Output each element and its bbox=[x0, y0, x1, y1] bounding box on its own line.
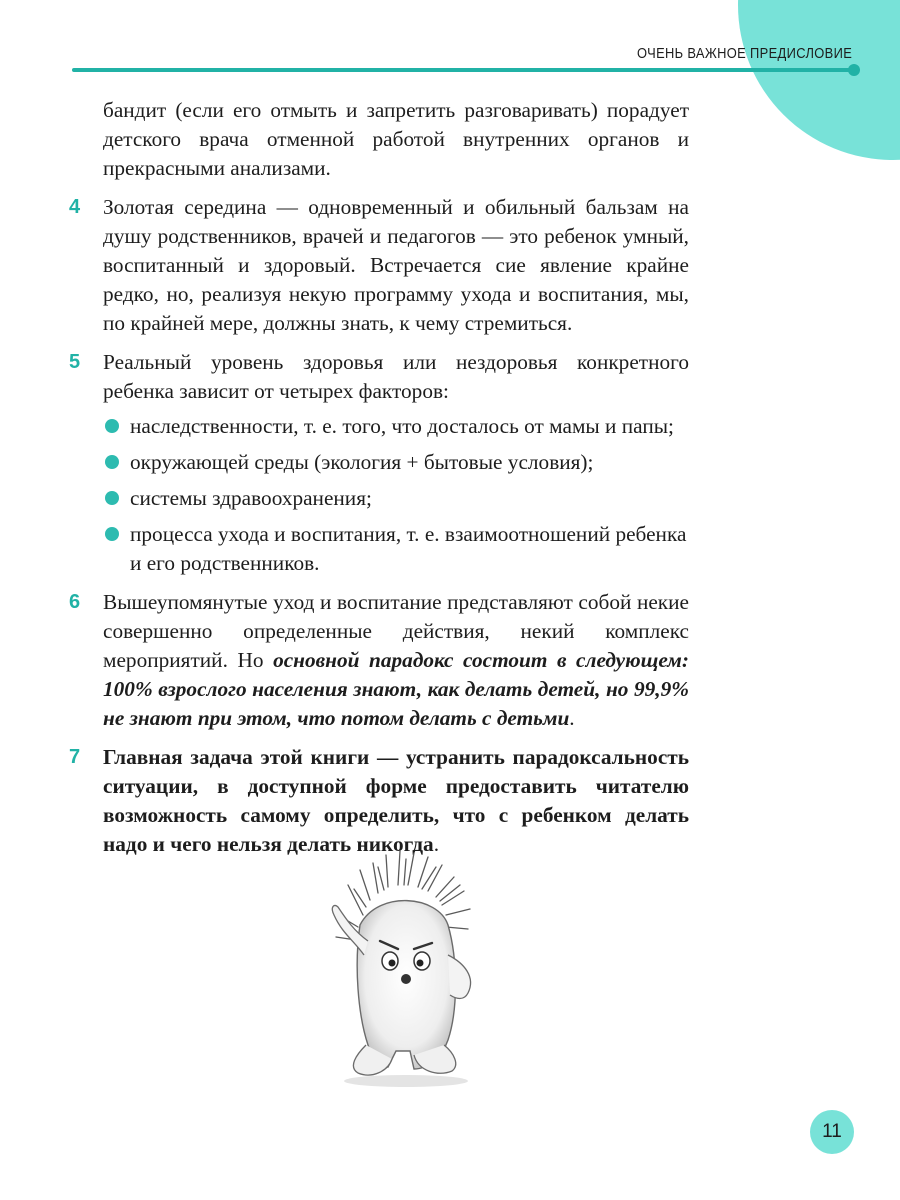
item-number: 4 bbox=[69, 196, 81, 218]
item-number: 6 bbox=[69, 591, 81, 613]
item-text: Вышеупомянутые уход и воспитание представляют собой некие совершенно определенные действия, некий комплекс мероприятий. Но bbox=[103, 590, 689, 672]
list-item-5 bbox=[69, 348, 689, 578]
item-number: 5 bbox=[69, 351, 81, 373]
item-text: Золотая середина — одновременный и обильный бальзам на душу родственников, врачей и педагогов — это ребенок умный, воспитанный и здоровый. Встречается сие явление крайне редко, но, реализуя некую программу ухода и воспитания, мы, по крайней мере, должны знать, к чему стремиться. bbox=[103, 195, 689, 335]
item-bold-text: Главная задача этой книги — устранить парадоксальность ситуации, в доступной форме предоставить читателю возможность самому определить, что с ребенком делать надо и чего нельзя делать никогда bbox=[103, 745, 689, 856]
item-number: 7 bbox=[69, 746, 81, 768]
list-item-6: 6 Вышеупомянутые уход и воспитание представляют собой некие совершенно определенные действия, некий комплекс мероприятий. Но основной парадокс состоит в следующем: 100% взрослого населения знают, как делать детей, но 99,9% не знают при этом, что потом делать с детьми. bbox=[69, 590, 689, 730]
header-rule-dot bbox=[848, 64, 860, 76]
intro-paragraph: бандит (если его отмыть и запретить разговаривать) порадует детского врача отменной работой внутренних органов и прекрасными анализами. bbox=[103, 98, 689, 180]
running-header: ОЧЕНЬ ВАЖНОЕ ПРЕДИСЛОВИЕ bbox=[636, 45, 852, 62]
factor-item: системы здравоохранения; bbox=[103, 484, 689, 513]
item-emphasis: основной парадокс состоит в следующем: 100% взрослого населения знают, как делать детей, но 99,9% не знают при этом, что потом делать с детьми bbox=[103, 648, 689, 730]
list-item-7: 7 Главная задача этой книги — устранить парадоксальность ситуации, в доступной форме предоставить читателю возможность самому определить, что с ребенком делать надо и чего нельзя делать никогда. bbox=[69, 745, 689, 856]
page-number: 11 bbox=[810, 1110, 854, 1154]
header-rule bbox=[72, 68, 854, 72]
bullet-dot-icon bbox=[105, 455, 119, 469]
item-text: Реальный уровень здоровья или нездоровья конкретного ребенка зависит от четырех факторов: bbox=[103, 350, 689, 403]
factor-item: процесса ухода и воспитания, т. е. взаимоотношений ребенка и его родственников. bbox=[103, 520, 689, 578]
corner-decoration bbox=[738, 0, 900, 160]
factor-list bbox=[103, 412, 689, 578]
page-body bbox=[69, 96, 689, 869]
bullet-dot-icon bbox=[105, 419, 119, 433]
list-item-4 bbox=[69, 193, 689, 338]
hedgehog-illustration bbox=[318, 845, 508, 1090]
bullet-dot-icon bbox=[105, 491, 119, 505]
factor-item: наследственности, т. е. того, что досталось от мамы и папы; bbox=[103, 412, 689, 441]
bullet-dot-icon bbox=[105, 527, 119, 541]
factor-item: окружающей среды (экология + бытовые условия); bbox=[103, 448, 689, 477]
